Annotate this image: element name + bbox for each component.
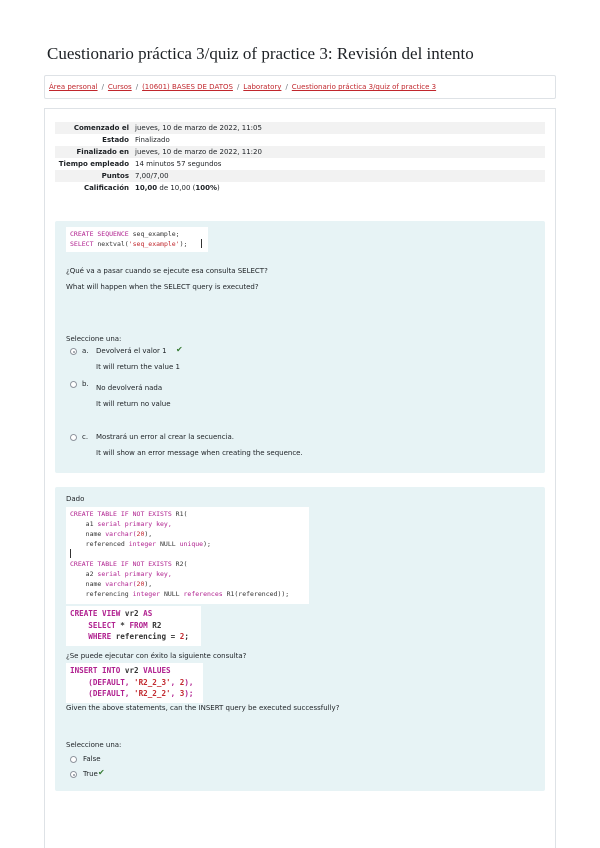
- summary-value: 14 minutos 57 segundos: [135, 160, 222, 168]
- text-cursor: [70, 549, 71, 558]
- q2-option-false-radio[interactable]: [70, 756, 77, 763]
- check-icon: ✔: [98, 768, 105, 777]
- q1-code-block: CREATE SEQUENCE seq_example; SELECT nextval('seq_example');: [66, 227, 208, 252]
- grade-percent: 100%: [195, 184, 217, 192]
- summary-value: Finalizado: [135, 136, 170, 144]
- check-icon: ✔: [176, 345, 183, 354]
- summary-value: 10,00 de 10,00 (100%): [135, 184, 220, 192]
- summary-row-started: [55, 122, 545, 134]
- summary-label: Comenzado el: [73, 124, 129, 132]
- summary-label: Finalizado en: [76, 148, 129, 156]
- summary-row-state: [55, 134, 545, 146]
- q1-option-b-letter: b.: [82, 380, 89, 388]
- breadcrumb-link-course[interactable]: (10601) BASES DE DATOS: [142, 83, 233, 91]
- summary-label: Calificación: [83, 184, 129, 192]
- summary-label: Tiempo empleado: [58, 160, 129, 168]
- summary-label: Estado: [102, 136, 129, 144]
- breadcrumb-link-cursos[interactable]: Cursos: [107, 83, 132, 91]
- summary-value: jueves, 10 de marzo de 2022, 11:05: [135, 124, 262, 132]
- summary-label: Puntos: [101, 172, 129, 180]
- summary-row-points: [55, 170, 545, 182]
- attempt-summary-table: [55, 122, 545, 194]
- q1-option-c-radio[interactable]: [70, 434, 77, 441]
- summary-row-finished: [55, 146, 545, 158]
- q1-prompt-es: ¿Qué va a pasar cuando se ejecute esa consulta SELECT?: [66, 267, 268, 275]
- breadcrumb-link-laboratory[interactable]: Laboratory: [243, 83, 282, 91]
- breadcrumb: Área personal / Cursos / (10601) BASES DE DATOS / Laboratory / Cuestionario práctica 3/quiz of practice 3: [44, 75, 556, 99]
- q2-option-false-label: False: [83, 755, 101, 763]
- q1-option-a-en: It will return the value 1: [96, 363, 180, 371]
- text-cursor: [201, 239, 202, 248]
- q1-option-b-en: It will return no value: [96, 400, 171, 408]
- q2-option-true-radio[interactable]: [70, 771, 77, 778]
- q1-option-a-es: Devolverá el valor 1: [96, 347, 167, 355]
- q2-create-tables-code: CREATE TABLE IF NOT EXISTS R1( a1 serial primary key, name varchar(20), referenced integer NULL unique); CREATE TABLE IF NOT EXISTS R2( a2 serial primary key, name varchar(20), referencing integer NULL references R1(referenced));: [66, 507, 309, 604]
- q1-option-b-radio[interactable]: [70, 381, 77, 388]
- q2-prompt-es: ¿Se puede ejecutar con éxito la siguiente consulta?: [66, 652, 247, 660]
- q1-option-c-es: Mostrará un error al crear la secuencia.: [96, 433, 235, 441]
- breadcrumb-link-area-personal[interactable]: Área personal: [49, 83, 98, 91]
- page-title: Cuestionario práctica 3/quiz of practice 3: Revisión del intento: [47, 44, 474, 63]
- summary-row-grade: [55, 182, 545, 194]
- q1-option-c-letter: c.: [82, 433, 89, 441]
- summary-value: 7,00/7,00: [135, 172, 169, 180]
- q2-insert-code: INSERT INTO vr2 VALUES (DEFAULT, 'R2_2_3', 2), (DEFAULT, 'R2_2_2', 3);: [66, 663, 203, 703]
- q2-intro: Dado: [66, 495, 85, 503]
- q2-select-label: Seleccione una:: [66, 741, 122, 749]
- summary-row-time: [55, 158, 545, 170]
- q2-create-view-code: CREATE VIEW vr2 AS SELECT * FROM R2 WHERE referencing = 2;: [66, 606, 201, 646]
- q1-option-b-es: No devolverá nada: [96, 384, 163, 392]
- q1-select-label: Seleccione una:: [66, 335, 122, 343]
- q2-option-true-label: True: [83, 770, 98, 778]
- q1-prompt-en: What will happen when the SELECT query is executed?: [66, 283, 259, 291]
- q1-option-c-en: It will show an error message when creating the sequence.: [96, 449, 303, 457]
- breadcrumb-link-quiz[interactable]: Cuestionario práctica 3/quiz of practice 3: [291, 83, 437, 91]
- q2-prompt-en: Given the above statements, can the INSERT query be executed successfully?: [66, 704, 340, 712]
- summary-value: jueves, 10 de marzo de 2022, 11:20: [135, 148, 262, 156]
- q1-option-a-letter: a.: [82, 347, 89, 355]
- q1-option-a-radio[interactable]: [70, 348, 77, 355]
- grade-score: 10,00: [135, 184, 158, 192]
